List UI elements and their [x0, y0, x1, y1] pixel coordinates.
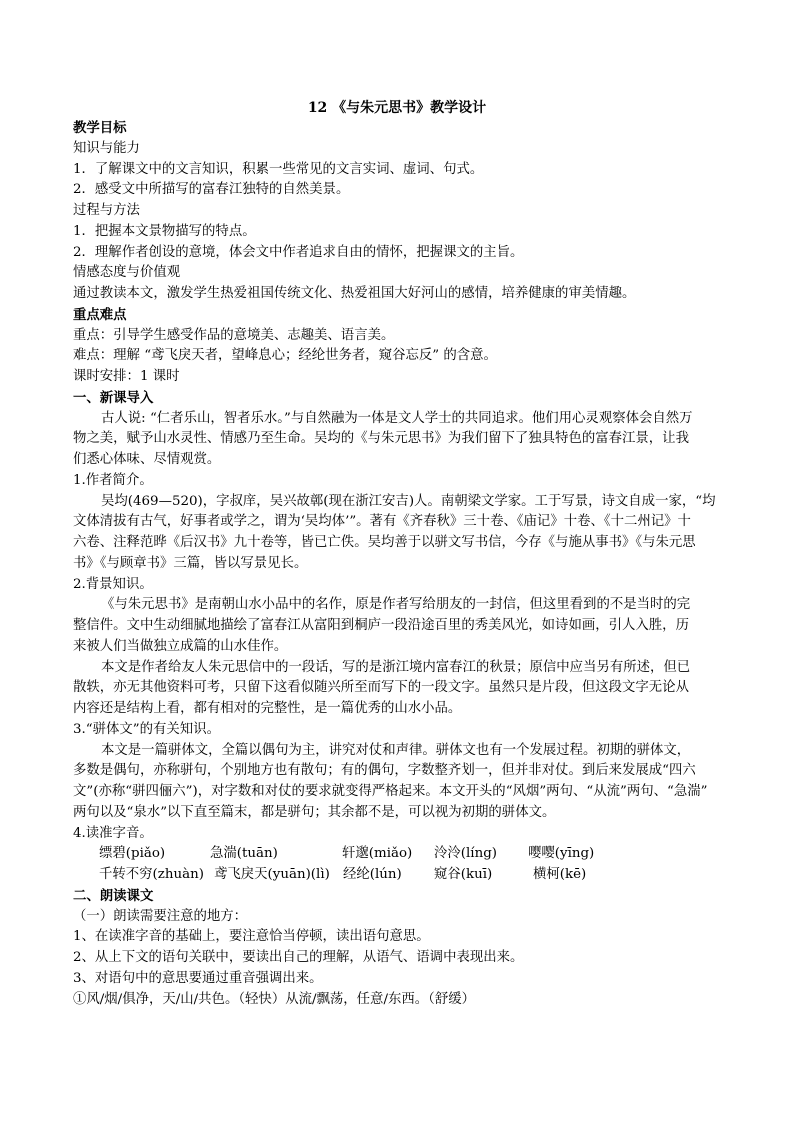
paragraph-line: 书》《与顾章书》三篇，皆以写景见长。 [73, 555, 308, 571]
section-heading-goals: 教学目标 [73, 120, 127, 136]
paragraph-line: 《与朱元思书》是南朝山水小品中的名作，原是作者写给朋友的一封信，但这里看到的不是当时的完 [101, 597, 691, 613]
pronunciation-item: 轩邈(miǎo) [342, 846, 413, 862]
pronunciation-item: 鸢飞戾天(yuān)(lì) [214, 867, 330, 882]
pronunciation-item: 急湍(tuān) [210, 846, 278, 862]
paragraph-line: 整信件。文中生动细腻地描绘了富春江从富阳到桐庐一段沿途百里的秀美风光，如诗如画，引人入胜，历 [73, 618, 689, 633]
key-point: 重点：引导学生感受作品的意境美、志趣美、语言美。 [73, 327, 395, 343]
goal-item: 2．理解作者创设的意境，体会文中作者追求自由的情怀，把握课文的主旨。 [73, 244, 524, 260]
goal-item: 2．感受文中所描写的富春江独特的自然美景。 [73, 182, 350, 198]
page-title: 12 《与朱元思书》教学设计 [307, 100, 487, 116]
subheading-reading-notes: （一）朗读需要注意的地方： [73, 908, 248, 924]
goal-item: 1．把握本文景物描写的特点。 [73, 223, 256, 239]
paragraph-line: 内容还是结构上看，都有相对的完整性，是一篇优秀的山水小品。 [73, 701, 462, 716]
paragraph-line: 多数是偶句，亦称骈句，个别地方也有散句；有的偶句，字数整齐划一，但并非对仗。到后来发展成“四六 [73, 763, 696, 779]
pronunciation-item: 经纶(lún) [343, 867, 402, 882]
paragraph-line: 散轶，亦无其他资料可考，只留下这看似随兴所至而写下的一段文字。虽然只是片段，但这段文字无论从 [73, 680, 689, 696]
subheading-process: 过程与方法 [73, 203, 140, 218]
paragraph-line: 文体清拔有古气，好事者或学之，谓为‘吴均体’”。著有《齐春秋》三十卷、《庙记》十卷、《十二州记》十 [73, 514, 691, 530]
difficult-point: 难点：理解 “鸢飞戾天者，望峰息心；经纶世务者，窥谷忘反” 的含意。 [73, 348, 497, 364]
section-heading-reading: 二、朗读课文 [73, 887, 154, 904]
class-time: 课时安排：1 课时 [73, 369, 180, 384]
paragraph-line: 文”(亦称“骈四俪六”)，对字数和对仗的要求就变得严格起来。本文开头的“风烟”两句、“从流”两句、“急湍” [73, 784, 708, 799]
section-heading-intro: 一、新课导入 [73, 389, 154, 406]
paragraph-line: 吴均(469—520)，字叔庠，吴兴故鄣(现在浙江安吉)人。南朝梁文学家。工于写景，诗文自成一家，“均 [101, 493, 716, 509]
pronunciation-item: 窥谷(kuī) [434, 867, 493, 882]
list-item: 2、从上下文的语句关联中，要读出自己的理解，从语气、语调中表现出来。 [73, 950, 524, 965]
subheading-pronunciation: 4.读准字音。 [73, 825, 153, 841]
pronunciation-item: 缥碧(piǎo) [99, 846, 166, 862]
document-body [73, 118, 723, 1010]
subheading-author: 1.作者简介。 [73, 472, 153, 488]
paragraph-line: 古人说: “仁者乐山，智者乐水。”与自然融为一体是文人学士的共同追求。他们用心灵观察体会自然万 [101, 410, 693, 426]
pronunciation-item: 横柯(kē) [533, 867, 587, 882]
paragraph-line: 来被人们当做独立成篇的山水佳作。 [73, 638, 288, 654]
paragraph-line: 物之美，赋予山水灵性、情感乃至生命。吴均的《与朱元思书》为我们留下了独具特色的富春江景，让我 [73, 431, 689, 447]
pronunciation-row [73, 865, 723, 886]
pronunciation-row [73, 844, 723, 865]
paragraph-line: 六卷、注释范晔《后汉书》九十卷等，皆已亡佚。吴均善于以骈文写书信，今存《与施从事书》《与朱元思 [73, 535, 696, 550]
subheading-pianti: 3.“骈体文”的有关知识。 [73, 721, 220, 737]
paragraph-line: 两句以及“泉水”以下直至篇末，都是骈句；其余都不是，可以视为初期的骈体文。 [73, 804, 556, 820]
section-heading-focus: 重点难点 [73, 306, 127, 323]
paragraph-line: 们悉心体味、尽情观赏。 [73, 452, 221, 467]
pronunciation-item: 千转不穷(zhuàn) [99, 867, 204, 882]
subheading-knowledge: 知识与能力 [73, 140, 140, 156]
subheading-emotion: 情感态度与价值观 [73, 265, 181, 281]
list-item: 3、对语句中的意思要通过重音强调出来。 [73, 970, 323, 986]
paragraph-line: 本文是一篇骈体文，全篇以偶句为主，讲究对仗和声律。骈体文也有一个发展过程。初期的骈体文， [101, 742, 691, 758]
subheading-background: 2.背景知识。 [73, 576, 153, 592]
pronunciation-item: 嘤嘤(yīng) [528, 846, 595, 862]
pronunciation-item: 泠泠(líng) [434, 846, 497, 862]
paragraph-line: 本文是作者给友人朱元思信中的一段话，写的是浙江境内富春江的秋景；原信中应当另有所述，但已 [101, 659, 691, 675]
example-line: ①风/烟/俱净，天/山/共色。（轻快）从流/飘荡，任意/东西。（舒缓） [73, 991, 475, 1007]
goal-item: 1．了解课文中的文言知识，积累一些常见的文言实词、虚词、句式。 [73, 161, 484, 177]
list-item: 1、在读准字音的基础上，要注意恰当停顿，读出语句意思。 [73, 929, 430, 945]
goal-item: 通过教读本文，激发学生热爱祖国传统文化、热爱祖国大好河山的感情，培养健康的审美情趣。 [73, 286, 636, 301]
